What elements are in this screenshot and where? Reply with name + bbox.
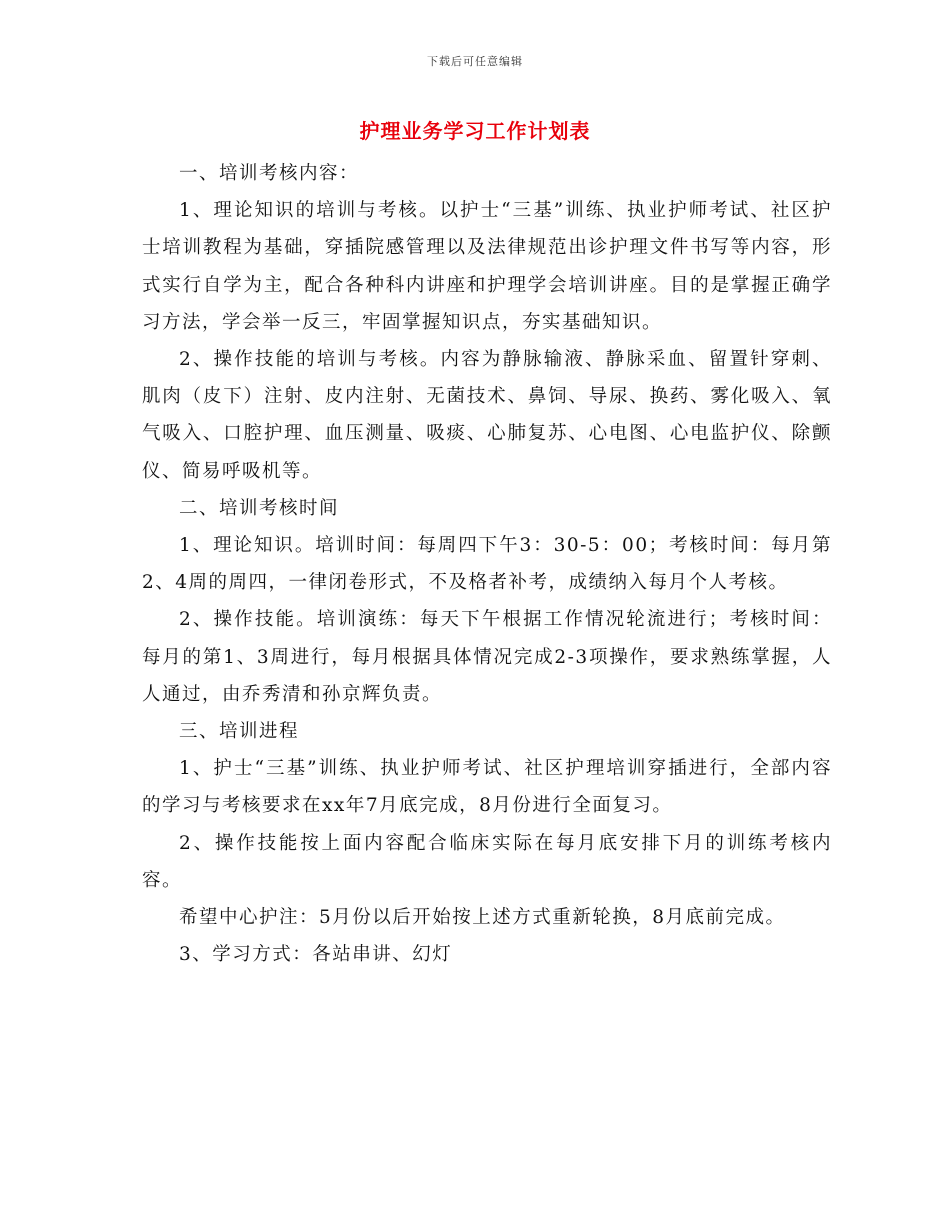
- document-title: 护理业务学习工作计划表: [359, 119, 591, 143]
- paragraph-note: 希望中心护注：5月份以后开始按上述方式重新轮换，8月底前完成。: [179, 907, 786, 929]
- paragraph-skill-time: 2、操作技能。培训演练：每天下午根据工作情况轮流进行；考核时间：每月的第1、3周进行，每月根据具体情况完成2-3项操作，要求熟练掌握，人人通过，由乔秀清和孙京辉负责。: [142, 609, 832, 705]
- paragraph-study-method: 3、学习方式：各站串讲、幻灯: [179, 944, 453, 966]
- paragraph-theory-training: 1、理论知识的培训与考核。以护士“三基”训练、执业护师考试、社区护士培训教程为基础，穿插院感管理以及法律规范出诊护理文件书写等内容，形式实行自学为主，配合各种科内讲座和护理学会培训讲座。目的是掌握正确学习方法，学会举一反三，牢固掌握知识点，夯实基础知识。: [142, 200, 832, 333]
- section-heading-progress: 三、培训进程: [179, 721, 300, 743]
- section-heading-content: 一、培训考核内容：: [179, 163, 360, 184]
- paragraph-progress-1: 1、护士“三基”训练、执业护师考试、社区护理培训穿插进行，全部内容的学习与考核要求在xx年7月底完成，8月份进行全面复习。: [142, 758, 832, 817]
- paragraph-theory-time: 1、理论知识。培训时间：每周四下午3：30-5：00；考核时间：每月第2、4周的周四，一律闭卷形式，不及格者补考，成绩纳入每月个人考核。: [142, 535, 832, 594]
- paragraph-progress-2: 2、操作技能按上面内容配合临床实际在每月底安排下月的训练考核内容。: [142, 832, 832, 891]
- section-heading-time: 二、培训考核时间: [179, 497, 340, 519]
- document-body: [142, 155, 832, 973]
- page-header: 下载后可任意编辑: [427, 55, 523, 68]
- paragraph-skill-training: 2、操作技能的培训与考核。内容为静脉输液、静脉采血、留置针穿刺、肌肉（皮下）注射、皮内注射、无菌技术、鼻饲、导尿、换药、雾化吸入、氧气吸入、口腔护理、血压测量、吸痰、心肺复苏、心电图、心电监护仪、除颤仪、简易呼吸机等。: [142, 349, 832, 482]
